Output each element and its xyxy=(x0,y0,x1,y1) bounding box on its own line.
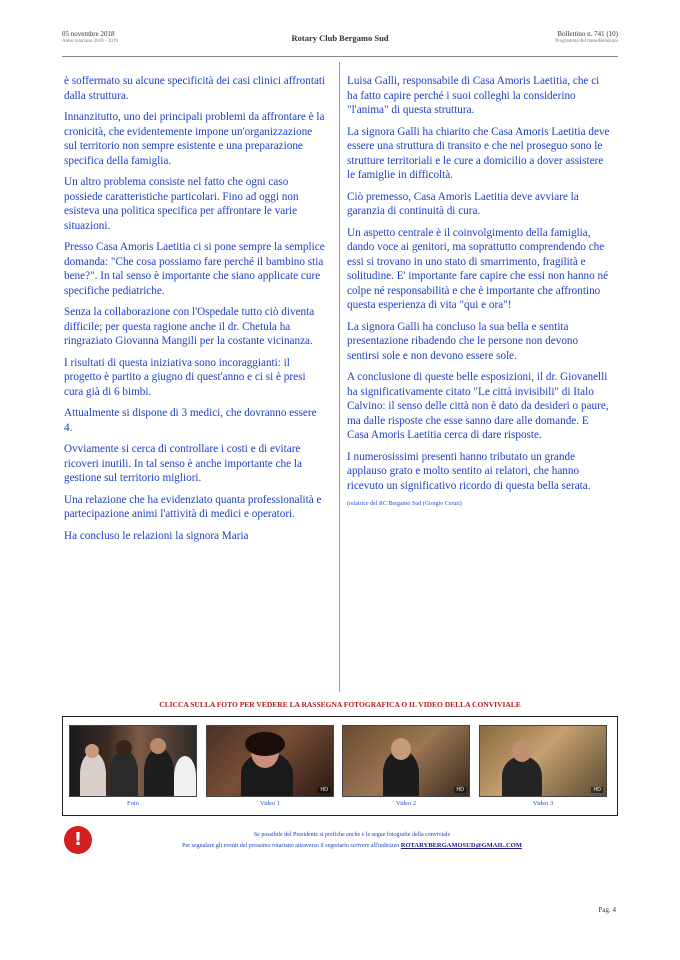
photo-gallery-link[interactable] xyxy=(69,725,197,807)
exclamation-icon: ! xyxy=(64,826,92,854)
video-1-link[interactable] xyxy=(206,725,334,807)
thumb-caption: Foto xyxy=(127,800,139,807)
paragraph: I numerosissimi presenti hanno tributato un grande applauso grato e molto sentito ai relatori, che hanno ricevuto un significativo ricordo di questa bella serata. xyxy=(347,450,591,492)
header-divider xyxy=(62,56,618,57)
paragraph: Senza la collaborazione con l'Ospedale tutto ciò diventa difficile; per questa ragione anche il dr. Chetula ha ringraziato Giovanna Mangili per la costante vicinanza. xyxy=(64,306,315,347)
page-number: Pag. 4 xyxy=(598,906,616,914)
header-date-sub: Anno rotariano 2018 - 2019 xyxy=(62,39,118,44)
video-thumbnail-icon[interactable]: HD xyxy=(206,725,334,797)
paragraph: Luisa Galli, responsabile di Casa Amoris Laetitia, che ci ha fatto capire perché i suoi colleghi la considerino "l'anima" di questa struttura. xyxy=(347,75,600,116)
paragraph: Ha concluso le relazioni la signora Maria xyxy=(64,529,249,542)
header-bulletin-sub: Programma del mese/Relazioni xyxy=(555,39,618,44)
header-date: 05 novembre 2018 xyxy=(62,30,115,38)
paragraph: Ovviamente si cerca di controllare i costi e di evitare ricoveri inutili. In tal senso è anche importante che la gestione sul territorio migliori. xyxy=(64,443,302,484)
notice-line-2 xyxy=(102,842,602,849)
paragraph: Un altro problema consiste nel fatto che ogni caso possiede caratteristiche particolari. Fino ad oggi non esisteva una politica specifica per affrontare le varie situazioni. xyxy=(64,176,299,232)
paragraph: La signora Galli ha chiarito che Casa Amoris Laetitia deve essere una struttura di transito e che nel proseguo sono le strutture territoriali e le cure a domicilio a dover assistere le famiglie in difficoltà. xyxy=(347,125,610,181)
column-divider xyxy=(339,62,340,692)
video-2-link[interactable] xyxy=(342,725,470,807)
paragraph: Una relazione che ha evidenziato quanta professionalità e partecipazione animi l'attività di medici e operatori. xyxy=(64,493,322,520)
notice-line-1: Se possibile del Presidente si prefiche anche e le segue fotografie della conviviale xyxy=(253,832,451,838)
notice-line-2-text: Per segnalare gli eventi del prossimo rotariano attraverso il segretario scrivere all'indirizzo xyxy=(182,843,400,849)
paragraph: La signora Galli ha concluso la sua bella e sentita presentazione ribadendo che le persone non devono sentirsi sole e non devono essere sole. xyxy=(347,320,579,362)
thumb-caption: Video 3 xyxy=(532,800,554,807)
video-thumbnail-icon[interactable]: HD xyxy=(479,725,607,797)
right-text-column xyxy=(347,74,610,515)
paragraph: I risultati di questa iniziativa sono incoraggianti: il progetto è partito a giugno di quest'anno e ci si è presi cura già di 6 bimbi. xyxy=(64,356,306,398)
video-thumbnail-icon[interactable]: HD xyxy=(342,725,470,797)
thumb-caption: Video 1 xyxy=(259,800,281,807)
gallery-banner: CLICCA SULLA FOTO PER VEDERE LA RASSEGNA FOTOGRAFICA O IL VIDEO DELLA CONVIVIALE xyxy=(159,700,521,709)
email-link[interactable]: ROTARYBERGAMOSUD@GMAIL.COM xyxy=(400,842,522,849)
header-bulletin: Bollettino n. 741 (10) xyxy=(557,30,618,38)
page-header xyxy=(62,30,618,52)
header-bulletin-block xyxy=(555,30,618,46)
paragraph: Innanzitutto, uno dei principali problemi da affrontare è la cronicità, che evidentemente impone un'organizzazione sul territorio non sempre esistente e una preparazione specifica della famiglia. xyxy=(64,111,325,167)
paragraph: A conclusione di queste belle esposizioni, il dr. Giovanelli ha significativamente citato "Le città invisibili" di Italo Calvino: il senso delle città non è dato da desideri o paure, ma dalle risposte che esse sanno dare alle domande. E Casa Amoris Laetitia cerca di dare risposte. xyxy=(347,371,609,441)
paragraph: Ciò premesso, Casa Amoris Laetitia deve avviare la garanzia di continuità di cura. xyxy=(347,190,579,217)
notice-block xyxy=(62,826,618,858)
signature: (relatrice del RC Bergamo Sud (Giorgio Ceruti) xyxy=(347,501,462,507)
left-text-column xyxy=(64,74,327,550)
paragraph: Un aspetto centrale è il coinvolgimento della famiglia, dando voce ai genitori, ma soprattutto comprendendo che essi si trovano in uno stato di smarrimento, fragilità e solitudine. E' importante fare capire che essi non hanno né colpe né responsabilità e che è importante che affrontino questa esperienza di vita "qui e ora"! xyxy=(347,226,609,311)
video-3-link[interactable] xyxy=(479,725,607,807)
paragraph: Attualmente si dispone di 3 medici, che dovranno essere 4. xyxy=(64,407,317,434)
header-title: Rotary Club Bergamo Sud xyxy=(291,33,389,43)
media-gallery xyxy=(62,716,618,816)
paragraph: Presso Casa Amoris Laetitia ci si pone sempre la semplice domanda: "Che cosa possiamo fare perché il bambino stia bene?". In tal senso è importante che siano applicate cure specifiche pediatriche. xyxy=(64,241,325,297)
thumb-caption: Video 2 xyxy=(395,800,417,807)
paragraph: è soffermato su alcune specificità dei casi clinici affrontati dalla struttura. xyxy=(64,75,326,102)
group-photo-icon[interactable] xyxy=(69,725,197,797)
